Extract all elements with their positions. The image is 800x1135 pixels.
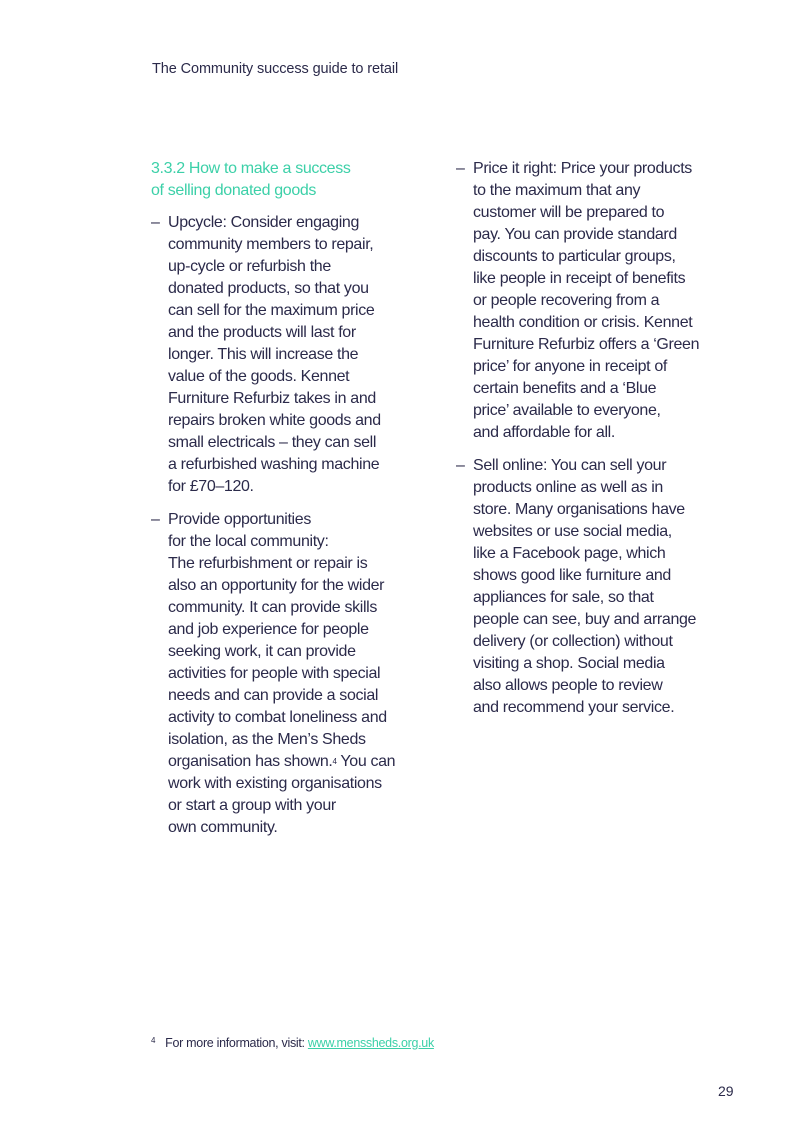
text-line: Provide opportunities	[168, 511, 311, 528]
text-line: own community.	[168, 819, 278, 836]
text-line: or people recovering from a	[473, 292, 660, 309]
text-line: store. Many organisations have	[473, 501, 685, 518]
text-line: Upcycle: Consider engaging	[168, 214, 360, 231]
text-line: Price it right: Price your products	[473, 160, 692, 177]
text-line: also an opportunity for the wider	[168, 577, 385, 594]
footnote-text: For more information, visit:	[165, 1036, 308, 1050]
section-heading-line: 3.3.2 How to make a success	[151, 160, 351, 177]
text-line: products online as well as in	[473, 479, 663, 496]
right-column	[456, 158, 731, 730]
text-line: to the maximum that any	[473, 182, 641, 199]
text-line: can sell for the maximum price	[168, 302, 375, 319]
text-line: up-cycle or refurbish the	[168, 258, 331, 275]
text-line: also allows people to review	[473, 677, 663, 694]
text-line: visiting a shop. Social media	[473, 655, 665, 672]
text-line: for £70–120.	[168, 478, 254, 495]
text-line: and job experience for people	[168, 621, 369, 638]
text-line: Furniture Refurbiz takes in and	[168, 390, 376, 407]
bullet-sell-online	[456, 455, 731, 719]
section-heading-line: of selling donated goods	[151, 182, 317, 199]
bullet-dash: –	[151, 511, 160, 528]
bullet-dash: –	[456, 160, 465, 177]
text-line: or start a group with your	[168, 797, 336, 814]
text-line: needs and can provide a social	[168, 687, 379, 704]
text-line: and recommend your service.	[473, 699, 675, 716]
text-line: price’ for anyone in receipt of	[473, 358, 668, 375]
text-line: for the local community:	[168, 533, 329, 550]
text-line: Furniture Refurbiz offers a ‘Green	[473, 336, 700, 353]
text-line: community members to repair,	[168, 236, 374, 253]
bullet-dash: –	[151, 214, 160, 231]
text-line: longer. This will increase the	[168, 346, 359, 363]
text-line: people can see, buy and arrange	[473, 611, 697, 628]
running-header: The Community success guide to retail	[152, 61, 399, 77]
text-line: small electricals – they can sell	[168, 434, 377, 451]
bullet-opportunities	[151, 509, 416, 839]
text-line: health condition or crisis. Kennet	[473, 314, 693, 331]
text-line: and affordable for all.	[473, 424, 615, 441]
footnote-reference: 4	[332, 757, 337, 766]
text-line: and the products will last for	[168, 324, 356, 341]
footnote	[151, 1036, 434, 1050]
left-column	[151, 158, 416, 850]
bullet-text	[168, 509, 416, 839]
text-line: The refurbishment or repair is	[168, 555, 368, 572]
text-line: community. It can provide skills	[168, 599, 378, 616]
text-line: shows good like furniture and	[473, 567, 671, 584]
bullet-text	[473, 455, 731, 719]
text-line: donated products, so that you	[168, 280, 369, 297]
text-line: delivery (or collection) without	[473, 633, 673, 650]
bullet-dash: –	[456, 457, 465, 474]
text-line: websites or use social media,	[473, 523, 672, 540]
text-line: like a Facebook page, which	[473, 545, 666, 562]
text-line: customer will be prepared to	[473, 204, 665, 221]
text-line: a refurbished washing machine	[168, 456, 380, 473]
text-line: pay. You can provide standard	[473, 226, 677, 243]
footnote-mark: 4	[151, 1036, 156, 1045]
text-line: organisation has shown.$^4$ You can	[168, 753, 396, 770]
page-number: 29	[718, 1083, 734, 1099]
bullet-price-it-right	[456, 158, 731, 444]
text-line: price’ available to everyone,	[473, 402, 661, 419]
text-line: work with existing organisations	[168, 775, 382, 792]
bullet-upcycle	[151, 212, 416, 498]
bullet-text	[473, 158, 731, 444]
text-line: repairs broken white goods and	[168, 412, 381, 429]
text-line: seeking work, it can provide	[168, 643, 356, 660]
text-line: Sell online: You can sell your	[473, 457, 667, 474]
text-line-trailing: You can	[336, 753, 396, 770]
text-line: activity to combat loneliness and	[168, 709, 387, 726]
section-heading	[151, 158, 416, 202]
text-line: certain benefits and a ‘Blue	[473, 380, 657, 397]
text-line: discounts to particular groups,	[473, 248, 676, 265]
text-line: activities for people with special	[168, 665, 381, 682]
text-line: value of the goods. Kennet	[168, 368, 350, 385]
footnote-link[interactable]: www.menssheds.org.uk	[307, 1036, 434, 1050]
text-line: isolation, as the Men’s Sheds	[168, 731, 366, 748]
bullet-text	[168, 212, 416, 498]
text-line: appliances for sale, so that	[473, 589, 654, 606]
text-line: like people in receipt of benefits	[473, 270, 686, 287]
